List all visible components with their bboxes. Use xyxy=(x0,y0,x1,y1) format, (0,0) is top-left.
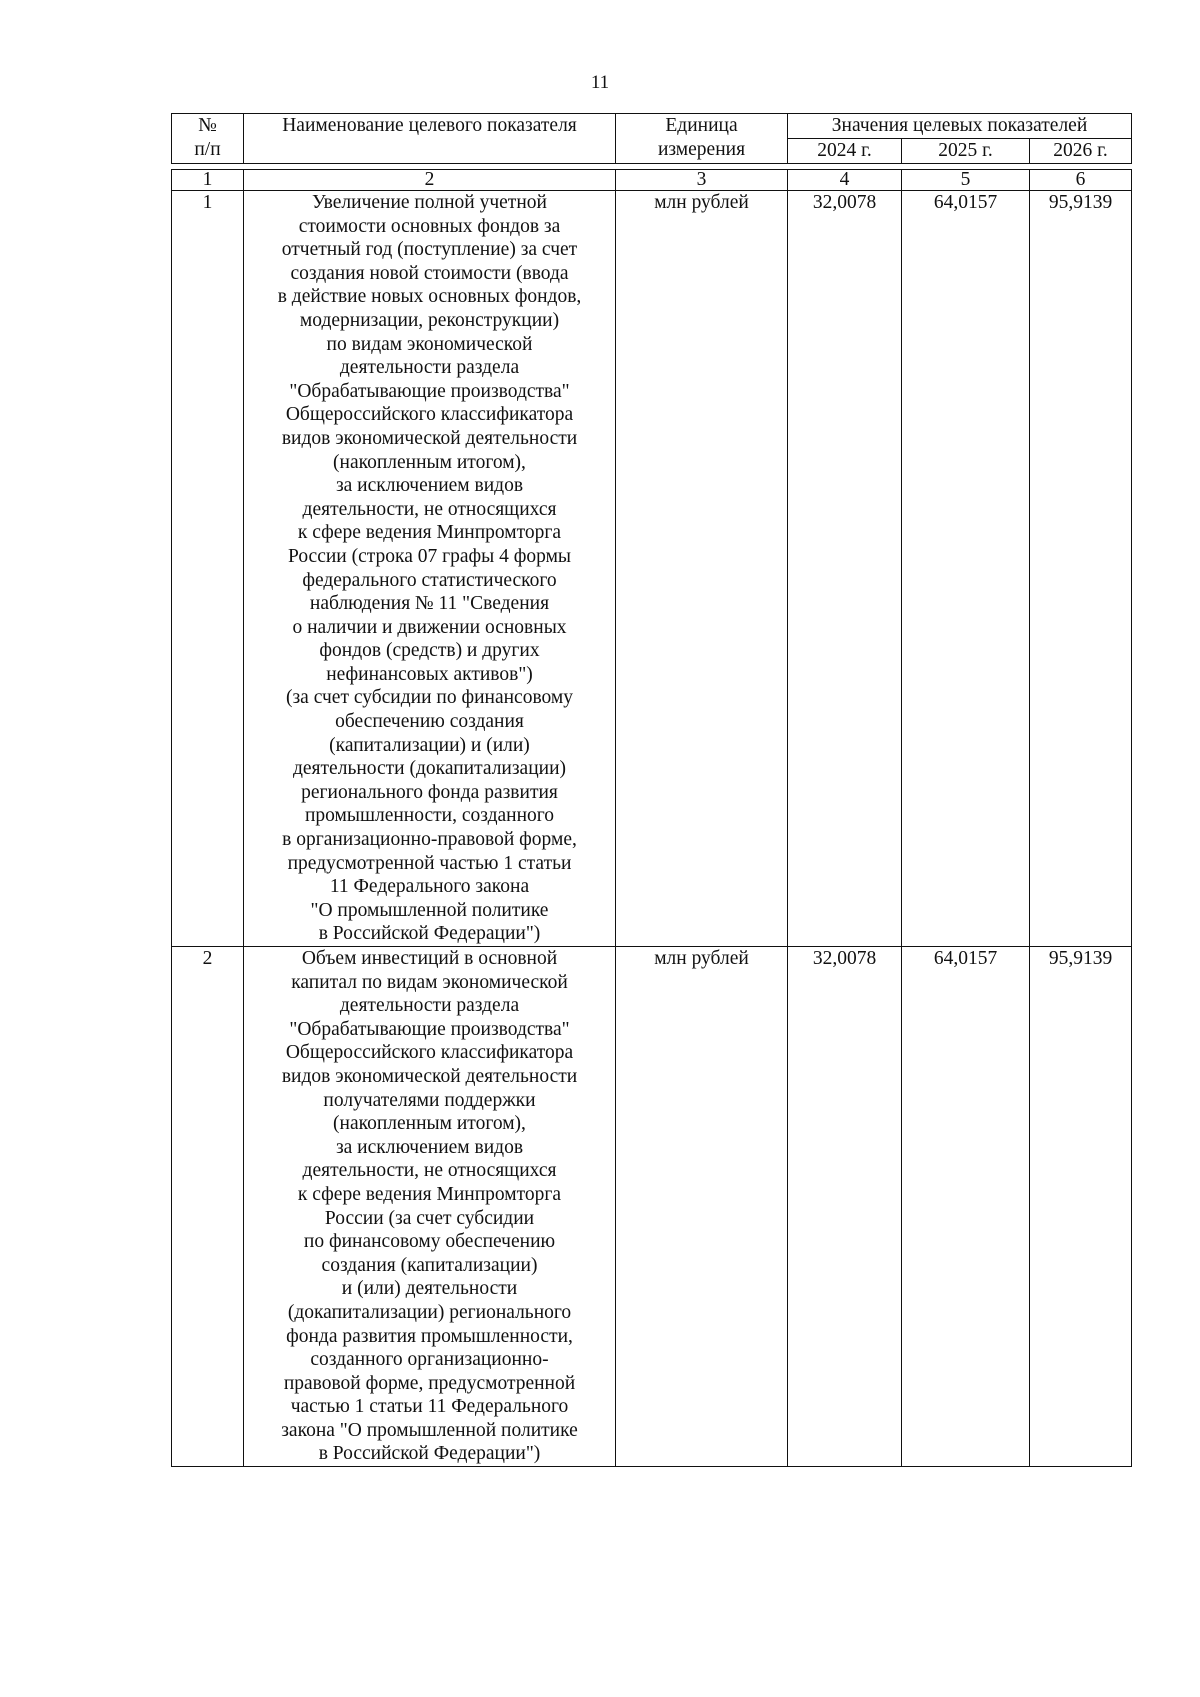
header-values: Значения целевых показателей xyxy=(788,114,1132,139)
index-cell: 5 xyxy=(902,170,1030,191)
table-row xyxy=(172,191,1132,947)
header-year-2024: 2024 г. xyxy=(788,139,902,164)
header-unit: Единица измерения xyxy=(616,114,788,164)
targets-table xyxy=(171,113,1132,1467)
row-number: 2 xyxy=(172,947,244,1467)
index-cell: 6 xyxy=(1030,170,1132,191)
unit-cell: млн рублей xyxy=(616,947,788,1467)
value-2024: 32,0078 xyxy=(788,191,902,947)
page-number: 11 xyxy=(590,72,610,93)
table-row xyxy=(172,947,1132,1467)
value-2025: 64,0157 xyxy=(902,191,1030,947)
header-year-2026: 2026 г. xyxy=(1030,139,1132,164)
targets-table-wrapper xyxy=(171,113,1131,1467)
header-name: Наименование целевого показателя xyxy=(244,114,616,164)
index-cell: 3 xyxy=(616,170,788,191)
row-number: 1 xyxy=(172,191,244,947)
index-cell: 2 xyxy=(244,170,616,191)
index-cell: 1 xyxy=(172,170,244,191)
header-row-1 xyxy=(172,114,1132,139)
index-cell: 4 xyxy=(788,170,902,191)
header-num: № п/п xyxy=(172,114,244,164)
indicator-name: Увеличение полной учетной стоимости основных фондов за отчетный год (поступление) за счет создания новой стоимости (ввода в действие новых основных фондов, модернизации, реконструкции) по видам экономической деятельности раздела "Обрабатывающие производства" Общероссийского классификатора видов экономической деятельности (накопленным итогом), за исключением видов деятельности, не относящихся к сфере ведения Минпромторга России (строка 07 графы 4 формы федерального статистического наблюдения № 11 "Сведения о наличии и движении основных фондов (средств) и других нефинансовых активов") (за счет субсидии по финансовому обеспечению создания (капитализации) и (или) деятельности (докапитализации) регионального фонда развития промышленности, созданного в организационно-правовой форме, предусмотренной частью 1 статьи 11 Федерального закона "О промышленной политике в Российской Федерации") xyxy=(244,191,616,947)
indicator-name: Объем инвестиций в основной капитал по видам экономической деятельности раздела "Обрабатывающие производства" Общероссийского классификатора видов экономической деятельности получателями поддержки (накопленным итогом), за исключением видов деятельности, не относящихся к сфере ведения Минпромторга России (за счет субсидии по финансовому обеспечению создания (капитализации) и (или) деятельности (докапитализации) регионального фонда развития промышленности, созданного организационно- правовой форме, предусмотренной частью 1 статьи 11 Федерального закона "О промышленной политике в Российской Федерации") xyxy=(244,947,616,1467)
header-year-2025: 2025 г. xyxy=(902,139,1030,164)
index-row xyxy=(172,170,1132,191)
value-2024: 32,0078 xyxy=(788,947,902,1467)
value-2025: 64,0157 xyxy=(902,947,1030,1467)
value-2026: 95,9139 xyxy=(1030,947,1132,1467)
value-2026: 95,9139 xyxy=(1030,191,1132,947)
unit-cell: млн рублей xyxy=(616,191,788,947)
